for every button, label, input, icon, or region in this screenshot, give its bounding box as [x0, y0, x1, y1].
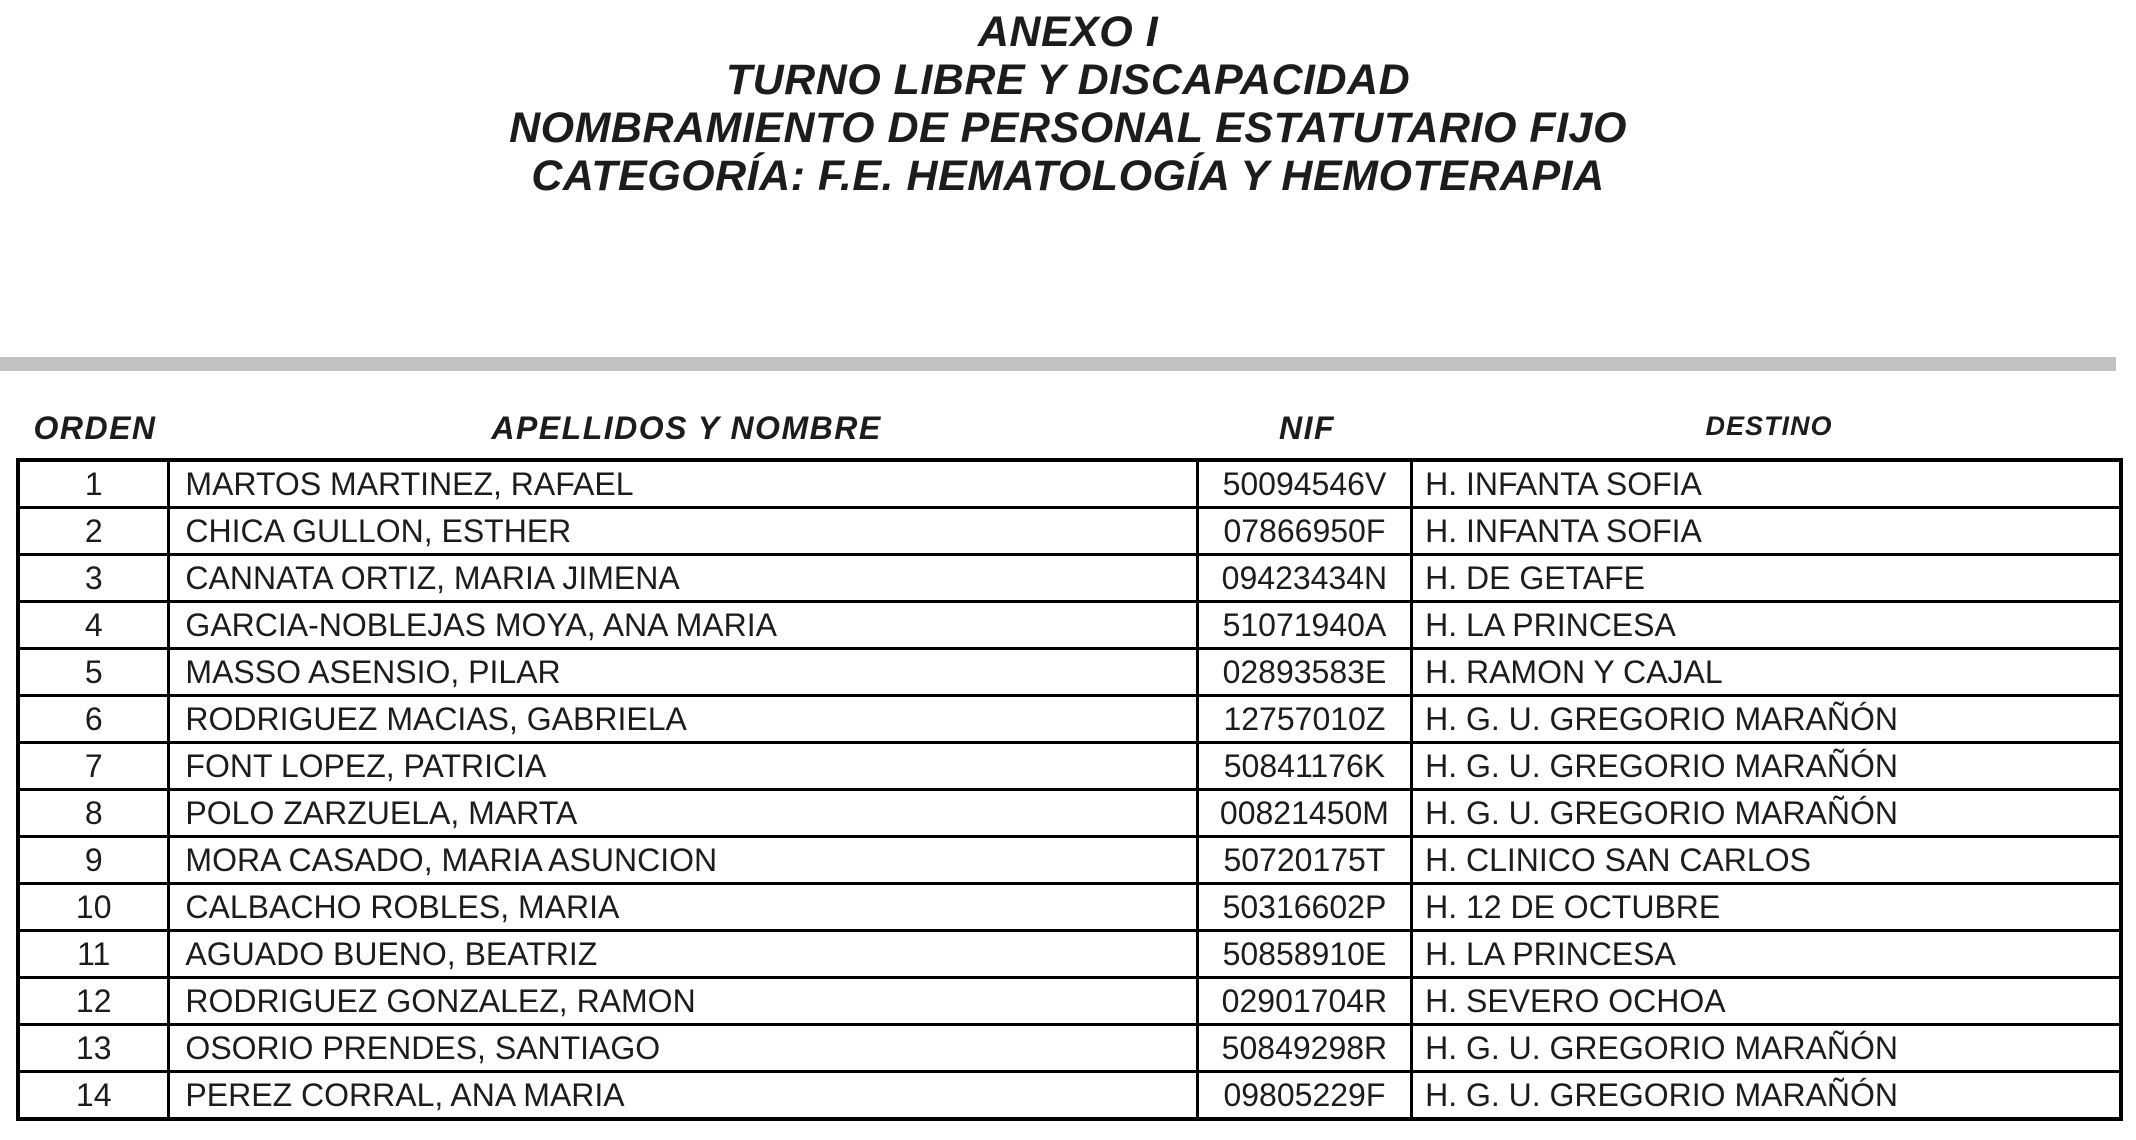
- cell-nif: 50316602P: [1197, 884, 1411, 931]
- cell-destino: H. RAMON Y CAJAL: [1412, 649, 2121, 696]
- cell-destino: H. CLINICO SAN CARLOS: [1412, 837, 2121, 884]
- cell-nif: 07866950F: [1197, 508, 1411, 555]
- table-row: [18, 978, 2121, 1025]
- cell-destino: H. 12 DE OCTUBRE: [1412, 884, 2121, 931]
- cell-destino: H. LA PRINCESA: [1412, 931, 2121, 978]
- cell-destino: H. G. U. GREGORIO MARAÑÓN: [1412, 1072, 2121, 1120]
- cell-apellidos-nombre: MORA CASADO, MARIA ASUNCION: [169, 837, 1197, 884]
- cell-destino: H. G. U. GREGORIO MARAÑÓN: [1412, 743, 2121, 790]
- cell-apellidos-nombre: AGUADO BUENO, BEATRIZ: [169, 931, 1197, 978]
- cell-nif: 12757010Z: [1197, 696, 1411, 743]
- table-row: [18, 555, 2121, 602]
- table-row: [18, 649, 2121, 696]
- cell-apellidos-nombre: POLO ZARZUELA, MARTA: [169, 790, 1197, 837]
- cell-apellidos-nombre: GARCIA-NOBLEJAS MOYA, ANA MARIA: [169, 602, 1197, 649]
- cell-apellidos-nombre: RODRIGUEZ MACIAS, GABRIELA: [169, 696, 1197, 743]
- cell-nif: 50720175T: [1197, 837, 1411, 884]
- cell-apellidos-nombre: MASSO ASENSIO, PILAR: [169, 649, 1197, 696]
- cell-orden: 2: [18, 508, 169, 555]
- cell-orden: 14: [18, 1072, 169, 1120]
- table-row: [18, 743, 2121, 790]
- cell-nif: 02893583E: [1197, 649, 1411, 696]
- cell-nif: 50849298R: [1197, 1025, 1411, 1072]
- turno-subtitle: TURNO LIBRE Y DISCAPACIDAD: [725, 56, 1411, 104]
- table-row: [18, 931, 2121, 978]
- cell-orden: 13: [18, 1025, 169, 1072]
- cell-orden: 10: [18, 884, 169, 931]
- table-row: [18, 508, 2121, 555]
- cell-nif: 02901704R: [1197, 978, 1411, 1025]
- cell-nif: 51071940A: [1197, 602, 1411, 649]
- cell-orden: 4: [18, 602, 169, 649]
- appointments-table-body: [18, 460, 2121, 1119]
- table-row: [18, 696, 2121, 743]
- cell-apellidos-nombre: RODRIGUEZ GONZALEZ, RAMON: [169, 978, 1197, 1025]
- cell-destino: H. INFANTA SOFIA: [1412, 460, 2121, 508]
- table-column-headers: [16, 410, 2123, 447]
- cell-orden: 9: [18, 837, 169, 884]
- cell-apellidos-nombre: PEREZ CORRAL, ANA MARIA: [169, 1072, 1197, 1120]
- cell-apellidos-nombre: CHICA GULLON, ESTHER: [169, 508, 1197, 555]
- nombramiento-subtitle: NOMBRAMIENTO DE PERSONAL ESTATUTARIO FIJO: [509, 104, 1627, 152]
- cell-orden: 12: [18, 978, 169, 1025]
- categoria-subtitle: CATEGORÍA: F.E. HEMATOLOGÍA Y HEMOTERAPIA: [531, 152, 1605, 200]
- table-row: [18, 1072, 2121, 1120]
- cell-apellidos-nombre: CALBACHO ROBLES, MARIA: [169, 884, 1197, 931]
- cell-destino: H. DE GETAFE: [1412, 555, 2121, 602]
- appointments-table: [16, 458, 2123, 1121]
- table-row: [18, 837, 2121, 884]
- column-header-apellidos-nombre: APELLIDOS Y NOMBRE: [491, 410, 882, 446]
- cell-destino: H. LA PRINCESA: [1412, 602, 2121, 649]
- cell-apellidos-nombre: OSORIO PRENDES, SANTIAGO: [169, 1025, 1197, 1072]
- cell-destino: H. INFANTA SOFIA: [1412, 508, 2121, 555]
- cell-destino: H. G. U. GREGORIO MARAÑÓN: [1412, 696, 2121, 743]
- cell-nif: 09423434N: [1197, 555, 1411, 602]
- cell-orden: 11: [18, 931, 169, 978]
- cell-orden: 7: [18, 743, 169, 790]
- cell-apellidos-nombre: CANNATA ORTIZ, MARIA JIMENA: [169, 555, 1197, 602]
- table-row: [18, 884, 2121, 931]
- cell-nif: 50094546V: [1197, 460, 1411, 508]
- table-row: [18, 1025, 2121, 1072]
- document-title-block: [0, 8, 2136, 200]
- table-row: [18, 602, 2121, 649]
- cell-orden: 1: [18, 460, 169, 508]
- column-header-nif: NIF: [1278, 410, 1336, 446]
- cell-nif: 50858910E: [1197, 931, 1411, 978]
- cell-nif: 09805229F: [1197, 1072, 1411, 1120]
- cell-nif: 50841176K: [1197, 743, 1411, 790]
- cell-nif: 00821450M: [1197, 790, 1411, 837]
- table-row: [18, 460, 2121, 508]
- cell-destino: H. SEVERO OCHOA: [1412, 978, 2121, 1025]
- cell-destino: H. G. U. GREGORIO MARAÑÓN: [1412, 790, 2121, 837]
- section-divider-bar: [0, 357, 2116, 371]
- cell-apellidos-nombre: FONT LOPEZ, PATRICIA: [169, 743, 1197, 790]
- cell-orden: 3: [18, 555, 169, 602]
- column-header-destino: DESTINO: [1705, 411, 1833, 441]
- cell-orden: 8: [18, 790, 169, 837]
- cell-apellidos-nombre: MARTOS MARTINEZ, RAFAEL: [169, 460, 1197, 508]
- cell-destino: H. G. U. GREGORIO MARAÑÓN: [1412, 1025, 2121, 1072]
- column-header-orden: ORDEN: [33, 410, 157, 446]
- cell-orden: 6: [18, 696, 169, 743]
- table-row: [18, 790, 2121, 837]
- annex-title: ANEXO I: [977, 8, 1159, 56]
- cell-orden: 5: [18, 649, 169, 696]
